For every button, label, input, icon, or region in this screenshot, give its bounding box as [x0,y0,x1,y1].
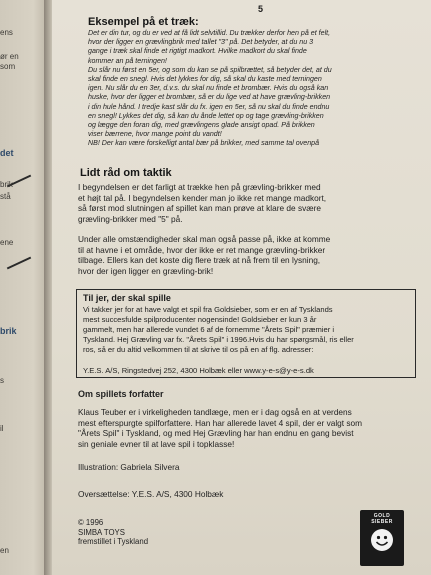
players-notice-title: Til jer, der skal spille [83,293,171,303]
previous-page-strip [0,0,48,575]
author-line: sin geniale evner til at lave spil i topklasse! [78,438,235,449]
left-page-fragment: brik [0,180,13,189]
left-page-fragment: il [0,424,4,433]
left-page-fragment: som [0,62,16,71]
copyright-block [78,518,148,547]
left-page-fragment: en [0,546,9,555]
players-notice-box [76,289,416,378]
contact-address: Y.E.S. A/S, Ringstedvej 252, 4300 Holbæk eller www.y-e-s@y-e-s.dk [83,366,314,375]
tactics-line: tilbage. Ellers kan det koste dig flere træk at nå frem til en lysning, [78,255,321,265]
example-text [88,29,428,149]
goldsieber-logo [360,510,404,566]
example-line: Det er din tur, og du er ved at få lidt selvtillid. Du trækker derfor hen på et felt, [88,29,331,37]
smiley-face-icon [370,528,394,552]
example-line: Du slår nu først en 5er, og som du kan se på spilbrættet, så betyder det, at du [88,65,332,74]
example-line: hvor der ligger en grævlingbrik med tallet "3" på. Det betyder, at du nu 3 [88,38,314,47]
tactics-line: hvor der igen ligger en grævling-brik! [78,265,214,276]
illustration-credit: Illustration: Gabriela Silvera [78,462,180,472]
copyright-company: SIMBA TOYS [78,527,125,537]
tactics-line: Under alle omstændigheder skal man også passe på, ikke at komme [78,234,331,244]
example-line: gange i træk skal finde et rigtigt madkort. Hvilke madkort du skal finde [88,47,307,56]
example-line: i din hule hånd. I tredje kast slår du fx. igen en 5er, så nu skal du finde endnu [88,102,330,111]
tactics-title: Lidt råd om taktik [80,167,172,179]
page-number: 5 [258,4,264,14]
notice-line: ros, så er du altid velkommen til at skrive til os på en af flg. adresser: [83,345,314,354]
players-notice-text [83,305,413,355]
tactics-paragraph-1 [78,182,423,224]
example-line: og lægge den foran dig, med grævlingens glade ansigt opad. På brikken [88,121,315,130]
example-line: viser bærrene, hvor mange point du vandt! [88,130,222,139]
notice-line: Vi takker jer for at have valgt et spil fra Goldsieber, som er en af Tysklands [83,305,333,314]
tactics-line: til at havne i et område, hvor der ikke er ret mange grævling-brikker [78,244,326,255]
tactics-line: I begyndelsen er det farligt at trække hen på grævling-brikker med [78,182,321,192]
logo-text-gold: GOLD [373,513,391,519]
example-line: igen. Nu slår du en 3er, d.v.s. du skal nu finde et brombær. Hvis du også kan [88,84,329,93]
example-line: kommer an på terningen! [88,56,167,65]
left-page-fragment: ens [0,28,13,37]
tactics-paragraph-2 [78,234,423,276]
left-page-fragment: s [0,376,4,385]
left-page-line [7,257,31,270]
notice-line: Tyskland. Hej Grævling var fx. "Årets Spil" i 1996.Hvis du har spørgsmål, ris eller [83,335,354,344]
example-line: NB! Der kan være forskelligt antal bær på brikker, med samme tal ovenpå [88,139,320,148]
notice-line: mest succesfulde spilproducenter nogensinde! Goldsieber er kun 3 år [83,315,317,324]
logo-text-sieber: SIEBER [371,519,393,525]
rulebook-page [52,0,431,575]
example-title: Eksempel på et træk: [88,16,199,28]
left-page-fragment: stå [0,192,11,201]
author-text [78,407,423,449]
example-line: skal finde en snegl. Hvis det lykkes for dig, så skal du kaste med terningen [88,75,322,84]
example-line: huske, hvor der ligger et brombær, så er du lige ved at have grævling-brikken [88,93,331,102]
author-line: "Årets Spil" i Tyskland, og med Hej Grævling har han endnu en gang bevist [78,428,354,438]
author-line: Klaus Teuber er i virkeligheden tandlæge, men er i dag også en at verdens [78,407,352,417]
author-title: Om spillets forfatter [78,389,164,399]
translation-credit: Oversættelse: Y.E.S. A/S, 4300 Holbæk [78,489,224,499]
author-line: mest efterspurgte spilforfattere. Han har allerede lavet 4 spil, der er valgt som [78,417,363,428]
copyright-year: © 1996 [78,518,104,527]
left-page-fragment: brik [0,326,17,336]
example-line: en snegl! Lykkes det dig, så kan du ånde lettet op og tage grævling-brikken [88,111,324,120]
left-page-fragment: ene [0,238,14,247]
tactics-line: grævling-brikker med "5" på. [78,213,183,224]
tactics-line: et højt tal på. I begyndelsen kender man jo ikke ret mange madkort, [78,192,327,203]
tactics-line: så først mod slutningen af spillet kan man prøve at klare de svære [78,203,322,213]
left-page-fragment: ør en [0,52,19,61]
left-page-fragment: det [0,148,14,158]
copyright-origin: fremstillet i Tyskland [78,537,149,546]
notice-line: gammelt, men har allerede vundet 6 af de fornemme "Årets Spil" præmier i [83,325,335,334]
